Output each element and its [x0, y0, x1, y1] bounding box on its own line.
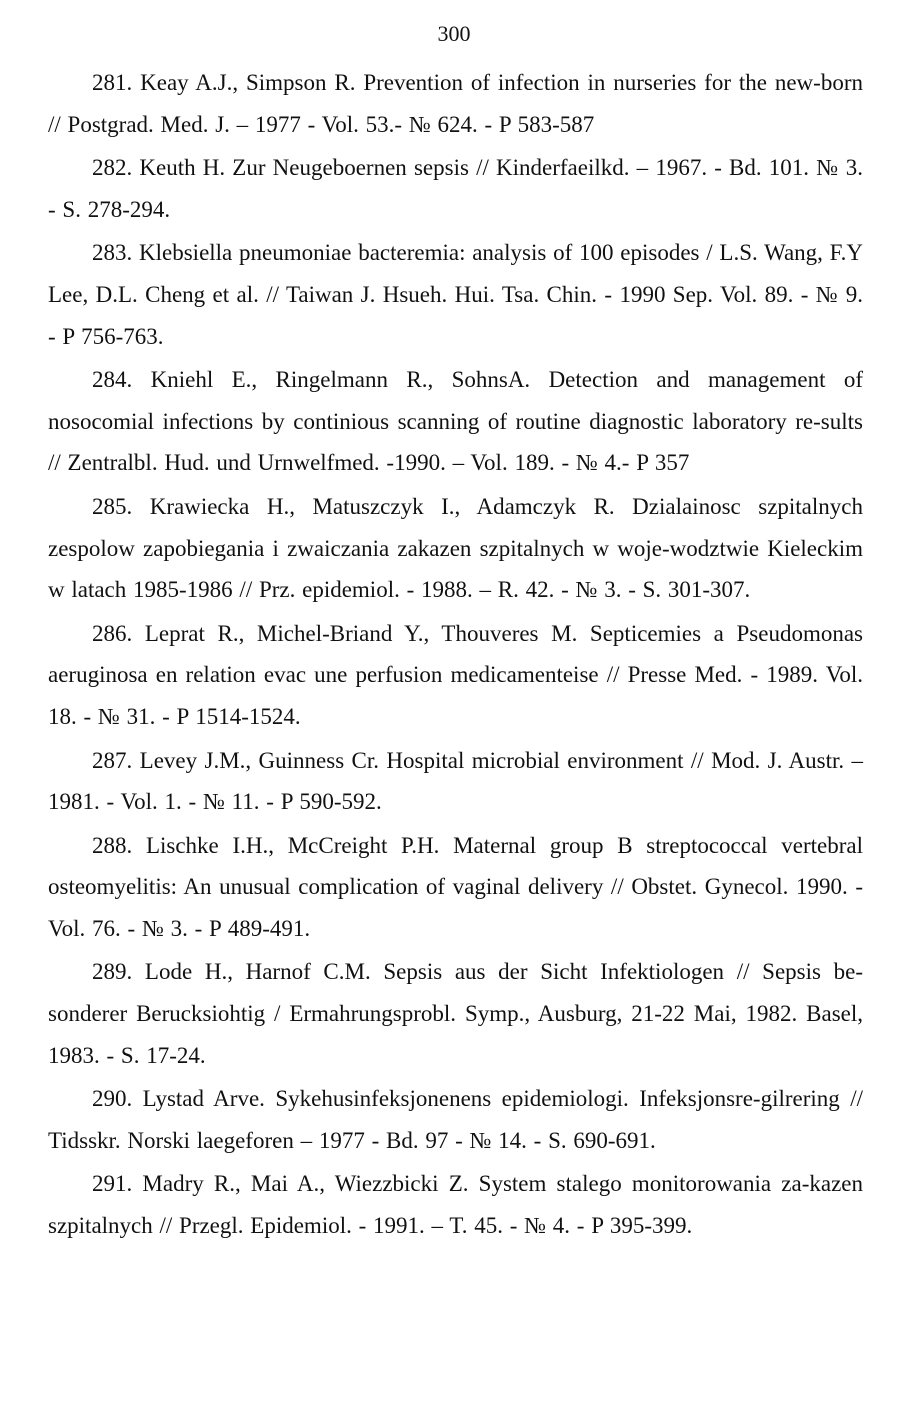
reference-item: 282. Keuth H. Zur Neugeboernen sepsis // Kinderfaeilkd. – 1967. - Bd. 101. № 3. - S. 278-294.: [48, 155, 863, 222]
reference-item: 285. Krawiecka H., Matuszczyk I., Adamczyk R. Dzialainosc szpitalnych zespolow zapobiegania i zwaiczania zakazen szpitalnych w woje-wodztwie Kieleckim w latach 1985-1986 // Prz. epidemiol. - 1988. – R. 42. - № 3. - S. 301-307.: [48, 493, 863, 603]
reference-item: 287. Levey J.M., Guinness Cr. Hospital microbial environment // Mod. J. Austr. – 1981. - Vol. 1. - № 11. - P 590-592.: [48, 747, 863, 815]
reference-item: 281. Keay A.J., Simpson R. Prevention of infection in nurseries for the new-born // Postgrad. Med. J. – 1977 - Vol. 53.- № 624. - P 583-587: [48, 70, 863, 137]
reference-item: 290. Lystad Arve. Sykehusinfeksjonenens epidemiologi. Infeksjonsre-gilrering // Tidsskr. Norski laegeforen – 1977 - Bd. 97 - № 14. - S. 690-691.: [48, 1086, 863, 1153]
reference-item: 288. Lischke I.H., McCreight P.H. Maternal group B streptococcal vertebral osteomyelitis: An unusual complication of vaginal delivery // Obstet. Gynecol. 1990. - Vol. 76. - № 3. - P 489-491.: [48, 832, 863, 941]
reference-list: [48, 62, 863, 1249]
reference-item: 284. Kniehl E., Ringelmann R., SohnsA. Detection and management of nosocomial infections by continious scanning of routine diagnostic laboratory re-sults // Zentralbl. Hud. und Urnwelfmed. -1990. – Vol. 189. - № 4.- P 357: [48, 367, 863, 476]
reference-item: 289. Lode H., Harnof C.M. Sepsis aus der Sicht Infektiologen // Sepsis be-sonderer Berucksiohtig / Ermahrungsprobl. Symp., Ausburg, 21-22 Mai, 1982. Basel, 1983. - S. 17-24.: [48, 959, 863, 1068]
reference-item: 291. Madry R., Mai A., Wiezzbicki Z. System stalego monitorowania za-kazen szpitalnych // Przegl. Epidemiol. - 1991. – T. 45. - № 4. - P 395-399.: [48, 1171, 863, 1239]
page-number: 300: [437, 21, 471, 46]
reference-item: 286. Leprat R., Michel-Briand Y., Thouveres M. Septicemies a Pseudomonas aeruginosa en relation evac une perfusion medicamenteise // Presse Med. - 1989. Vol. 18. - № 31. - P 1514-1524.: [48, 620, 863, 729]
reference-item: 283. Klebsiella pneumoniae bacteremia: analysis of 100 episodes / L.S. Wang, F.Y Lee, D.L. Cheng et al. // Taiwan J. Hsueh. Hui. Tsa. Chin. - 1990 Sep. Vol. 89. - № 9. - P 756-763.: [48, 240, 863, 349]
